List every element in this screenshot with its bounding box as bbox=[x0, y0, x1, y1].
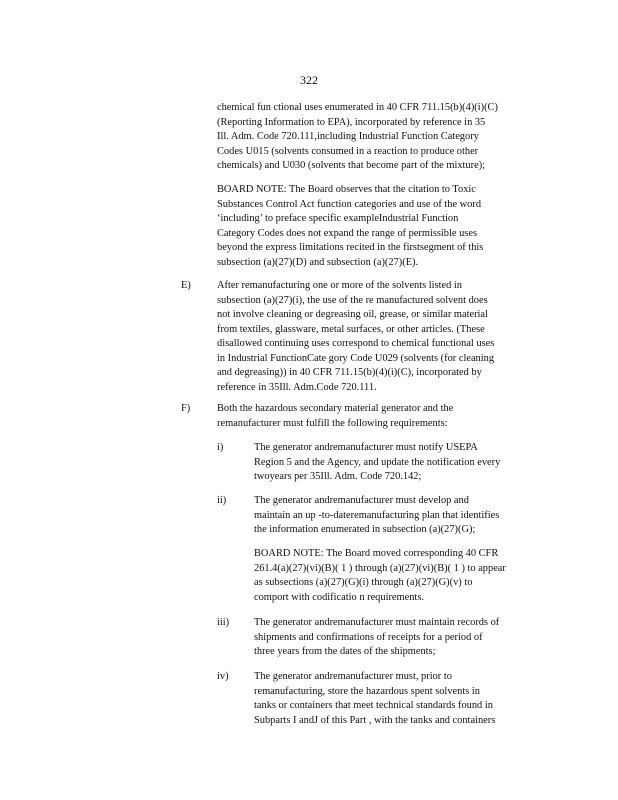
item-iii bbox=[254, 616, 539, 660]
text-line: The generator andremanufacturer must notify USEPA bbox=[254, 442, 478, 453]
board-note-1 bbox=[217, 183, 539, 270]
text-line: from textiles, glassware, metal surfaces, or other articles. (These bbox=[217, 323, 485, 335]
text-line: and degreasing)) in 40 CFR 711.15(b)(4)(i)(C), incorporated by bbox=[217, 367, 482, 378]
text-line: disallowed continuing uses correspond to chemical functional uses bbox=[217, 338, 495, 349]
text-line: After remanufacturing one or more of the solvents listed in bbox=[217, 280, 462, 291]
item-iv-marker: iv) bbox=[217, 671, 229, 682]
text-line: BOARD NOTE: The Board observes that the citation to Toxic bbox=[217, 184, 476, 195]
paragraph-e-marker: E) bbox=[181, 280, 191, 291]
paragraph-c-continuation bbox=[217, 101, 539, 174]
text-line: The generator andremanufacturer must develop and bbox=[254, 495, 469, 506]
item-ii-marker: ii) bbox=[217, 495, 227, 506]
item-ii bbox=[254, 494, 539, 538]
text-line: Subparts I andJ of this Part , with the tanks and containers bbox=[254, 714, 496, 726]
item-i-marker: i) bbox=[217, 442, 224, 453]
text-line: remanufacturer must fulfill the following requirements: bbox=[217, 417, 448, 429]
paragraph-f bbox=[217, 402, 539, 431]
text-line: not involve cleaning or degreasing oil, grease, or similar material bbox=[217, 309, 488, 320]
text-line: 261.4(a)(27)(vi)(B)( 1 ) through (a)(27)(vi)(B)( 1 ) to appear bbox=[254, 562, 506, 574]
text-line: remanufacturing, store the hazardous spent solvents in bbox=[254, 685, 480, 697]
text-line: Category Codes does not expand the range of permissible uses bbox=[217, 227, 477, 239]
text-line: The generator andremanufacturer must, prior to bbox=[254, 671, 452, 682]
text-line: chemical fun ctional uses enumerated in 40 CFR 711.15(b)(4)(i)(C) bbox=[217, 102, 498, 113]
text-line: (Reporting Information to EPA), incorporated by reference in 35 bbox=[217, 116, 486, 128]
text-line: as subsections (a)(27)(G)(i) through (a)(27)(G)(v) to bbox=[254, 577, 473, 588]
paragraph-f-marker: F) bbox=[181, 403, 191, 414]
item-i bbox=[254, 441, 539, 485]
text-line: the information enumerated in subsection (a)(27)(G); bbox=[254, 524, 476, 535]
text-line: Ill. Adm. Code 720.111,including Industrial Function Category bbox=[217, 131, 479, 142]
text-line: Substances Control Act function categories and use of the word bbox=[217, 198, 482, 210]
text-line: ‘including’ to preface specific exampleIndustrial Function bbox=[217, 213, 459, 224]
text-line: twoyears per 35Ill. Adm. Code 720.142; bbox=[254, 471, 422, 482]
text-line: beyond the express limitations recited in the firstsegment of this bbox=[217, 242, 484, 253]
text-line: three years from the dates of the shipments; bbox=[254, 646, 436, 657]
text-line: subsection (a)(27)(i), the use of the re manufactured solvent does bbox=[217, 294, 488, 306]
text-line: Codes U015 (solvents consumed in a reaction to produce other bbox=[217, 145, 479, 157]
item-iv bbox=[254, 670, 539, 728]
text-line: maintain an up -to-dateremanufacturing plan that identifies bbox=[254, 509, 500, 521]
text-line: reference in 35Ill. Adm.Code 720.111. bbox=[217, 381, 377, 393]
paragraph-e bbox=[217, 279, 539, 395]
text-line: Both the hazardous secondary material generator and the bbox=[217, 403, 454, 414]
text-line: chemicals) and U030 (solvents that become part of the mixture); bbox=[217, 160, 486, 171]
text-line: in Industrial FunctionCate gory Code U029 (solvents (for cleaning bbox=[217, 352, 495, 364]
page-number: 322 bbox=[300, 73, 318, 87]
board-note-2 bbox=[254, 547, 539, 605]
item-iii-marker: iii) bbox=[217, 617, 230, 628]
text-line: tanks or containers that meet technical standards found in bbox=[254, 700, 493, 711]
text-line: BOARD NOTE: The Board moved corresponding 40 CFR bbox=[254, 548, 499, 559]
text-line: Region 5 and the Agency, and update the notification every bbox=[254, 456, 501, 468]
text-line: comport with codificatio n requirements. bbox=[254, 591, 424, 603]
text-line: subsection (a)(27)(D) and subsection (a)(27)(E). bbox=[217, 256, 419, 268]
text-line: shipments and confirmations of receipts for a period of bbox=[254, 631, 483, 643]
text-line: The generator andremanufacturer must maintain records of bbox=[254, 617, 500, 628]
